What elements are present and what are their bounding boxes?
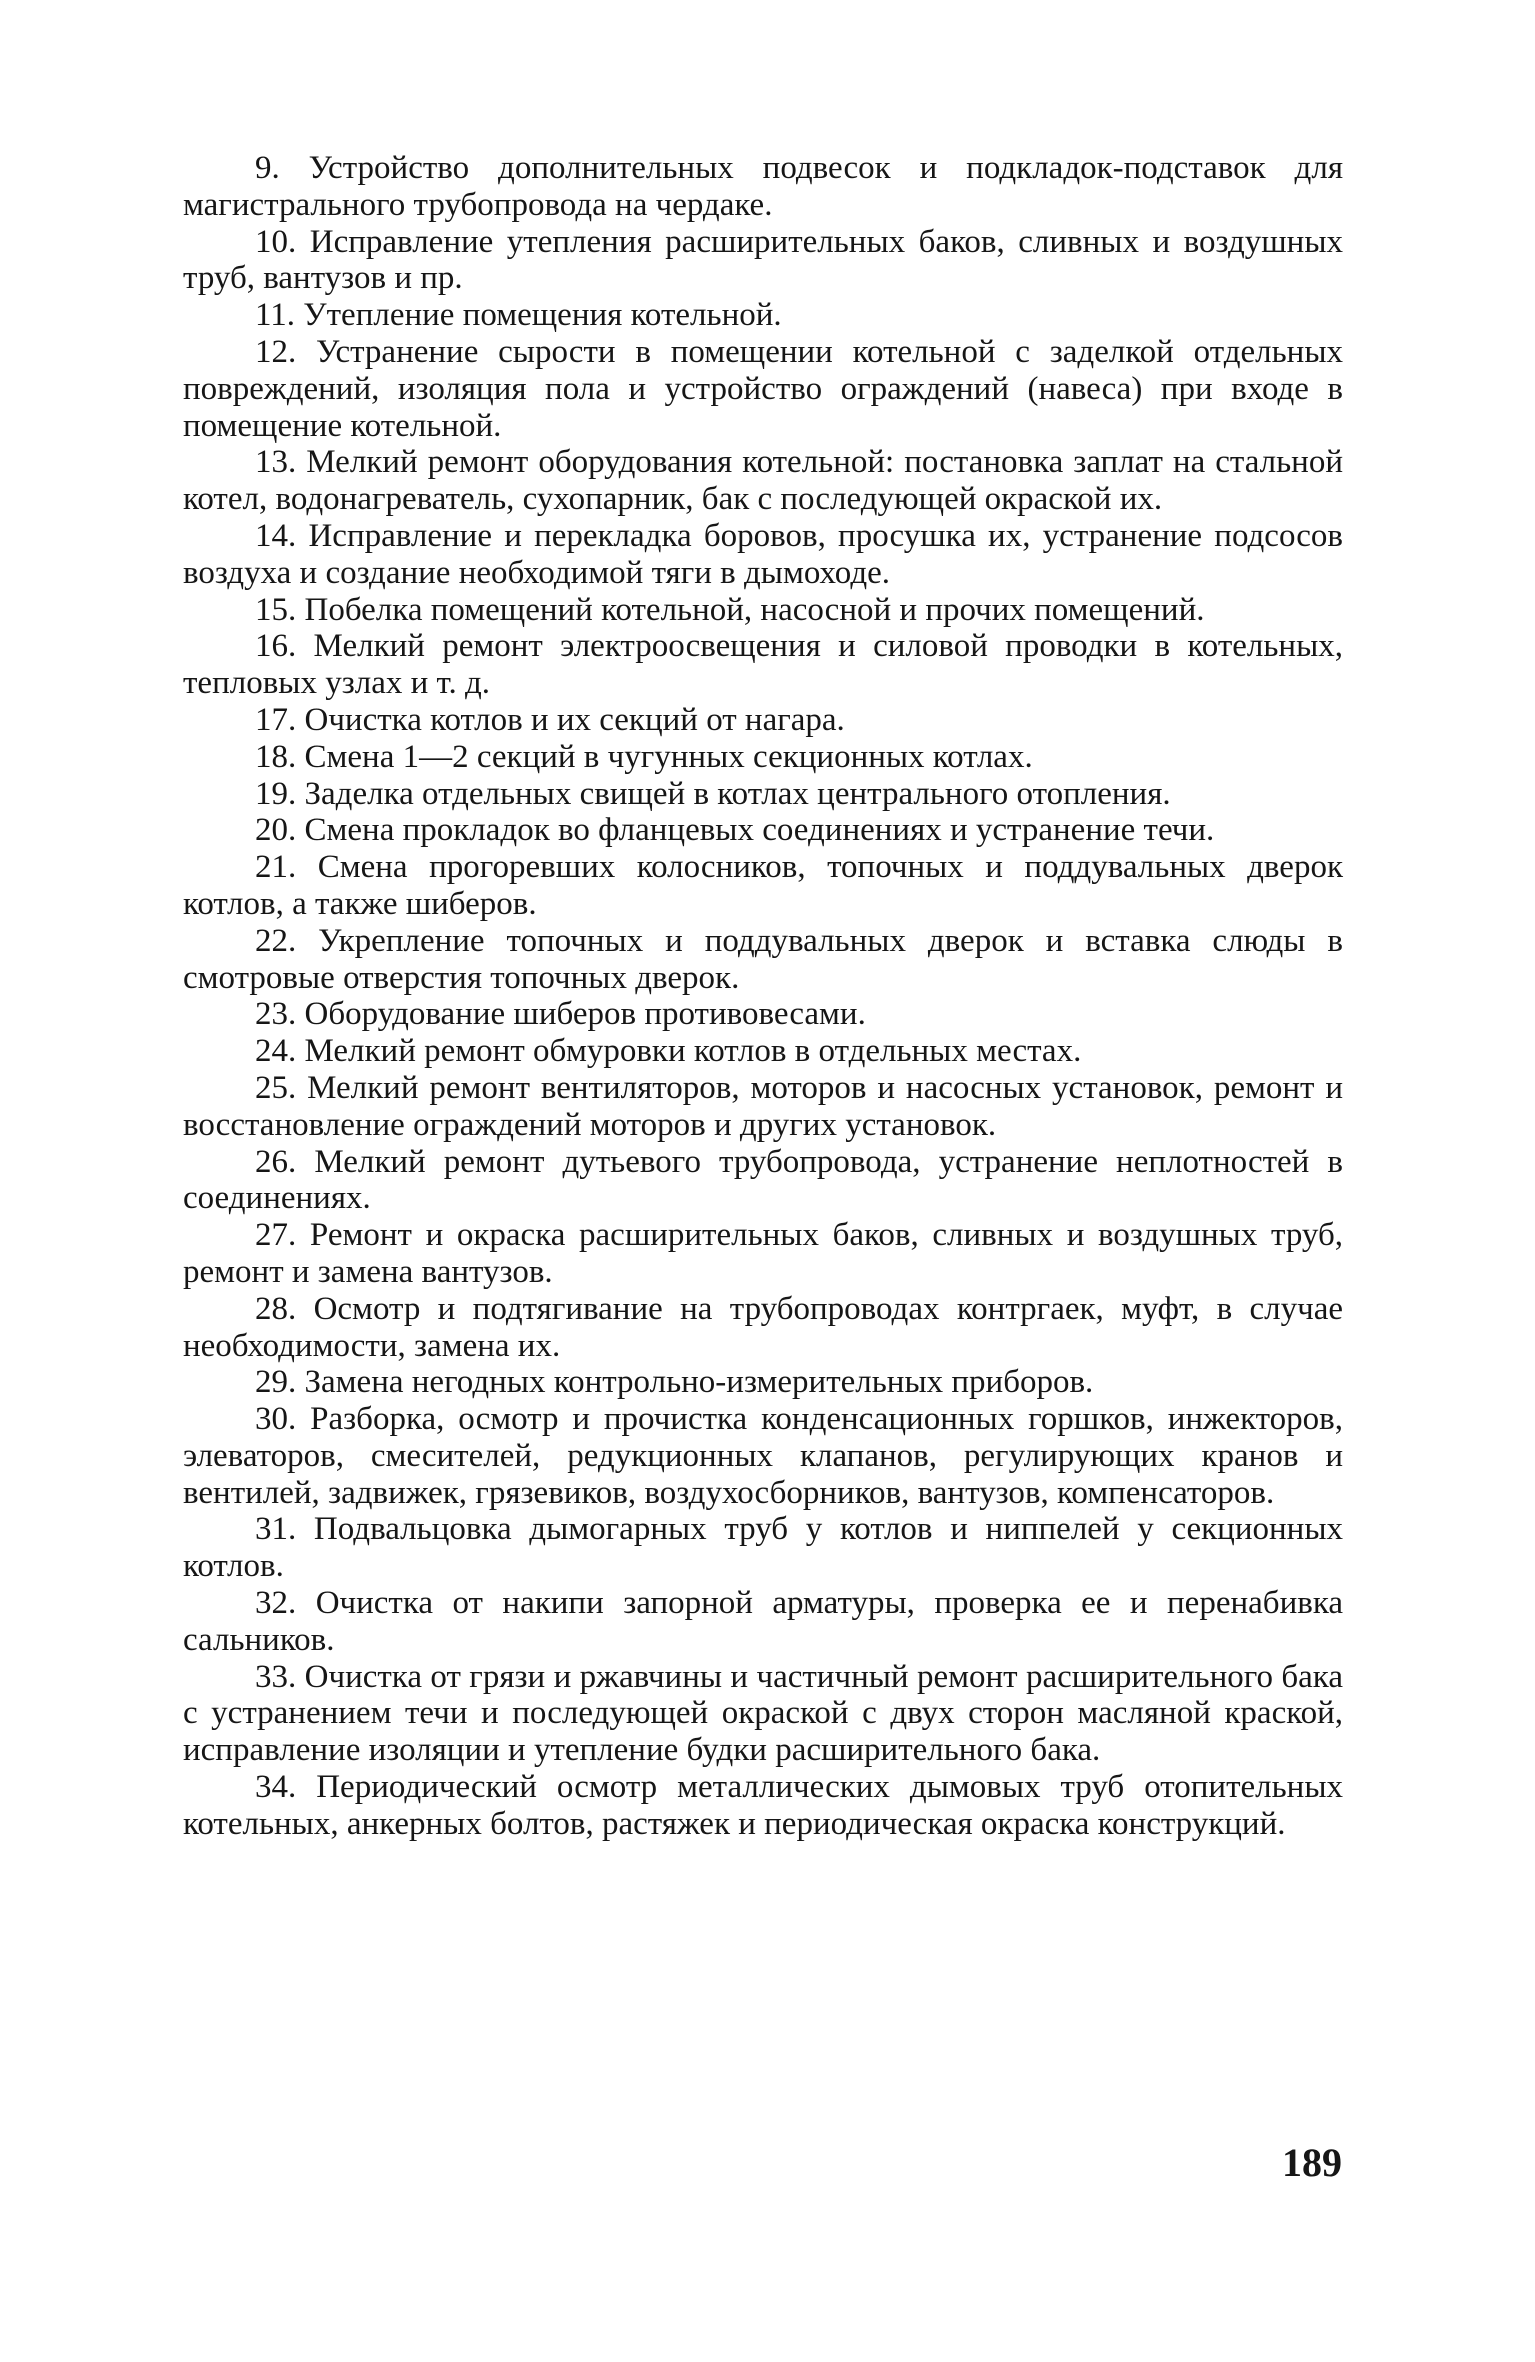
list-item: 31. Подвальцовка дымогарных труб у котлов и ниппелей у секционных котлов. bbox=[183, 1511, 1343, 1585]
list-item: 33. Очистка от грязи и ржавчины и частичный ремонт расширительного бака с устранением течи и последующей окраской с двух сторон масляной краской, исправление изоляции и утепление будки расширительного бака. bbox=[183, 1658, 1343, 1769]
list-item: 20. Смена прокладок во фланцевых соединениях и устранение течи. bbox=[255, 812, 1215, 849]
list-item: 22. Укрепление топочных и поддувальных дверок и вставка слюды в смотровые отверстия топочных дверок. bbox=[183, 922, 1343, 996]
list-item: 21. Смена прогоревших колосников, топочных и поддувальных дверок котлов, а также шиберов. bbox=[183, 849, 1343, 922]
list-item: 26. Мелкий ремонт дутьевого трубопровода, устранение неплотностей в соединениях. bbox=[183, 1143, 1343, 1217]
list-item: 11. Утепление помещения котельной. bbox=[255, 297, 782, 334]
list-item: 16. Мелкий ремонт электроосвещения и силовой проводки в котельных, тепловых узлах и т. д. bbox=[183, 628, 1343, 702]
list-item: 25. Мелкий ремонт вентиляторов, моторов и насосных установок, ремонт и восстановление ограждений моторов и других установок. bbox=[183, 1069, 1343, 1143]
list-item: 12. Устранение сырости в помещении котельной с заделкой отдельных повреждений, изоляция пола и устройство ограждений (навеса) при входе в помещение котельной. bbox=[183, 333, 1343, 444]
list-item: 27. Ремонт и окраска расширительных баков, сливных и воздушных труб, ремонт и замена вантузов. bbox=[183, 1217, 1343, 1290]
list-item: 23. Оборудование шиберов противовесами. bbox=[255, 996, 866, 1033]
list-item: 30. Разборка, осмотр и прочистка конденсационных горшков, инжекторов, элеваторов, смесителей, редукционных клапанов, регулирующих кранов и вентилей, задвижек, грязевиков, воздухосборников, вантузов, компенсаторов. bbox=[183, 1401, 1343, 1511]
page-number: 189 bbox=[1282, 2140, 1342, 2185]
list-item: 17. Очистка котлов и их секций от нагара. bbox=[255, 701, 845, 738]
list-item: 24. Мелкий ремонт обмуровки котлов в отдельных местах. bbox=[255, 1033, 1082, 1070]
list-item: 18. Смена 1—2 секций в чугунных секционных котлах. bbox=[255, 738, 1033, 775]
list-item: 10. Исправление утепления расширительных баков, сливных и воздушных труб, вантузов и пр. bbox=[183, 223, 1343, 297]
list-item: 34. Периодический осмотр металлических дымовых труб отопительных котельных, анкерных болтов, растяжек и периодическая окраска конструкций. bbox=[183, 1769, 1343, 1842]
list-item: 28. Осмотр и подтягивание на трубопроводах контргаек, муфт, в случае необходимости, замена их. bbox=[183, 1290, 1343, 1364]
list-item: 14. Исправление и перекладка боровов, просушка их, устранение подсосов воздуха и создание необходимой тяги в дымоходе. bbox=[183, 517, 1343, 591]
list-item: 29. Замена негодных контрольно-измерительных приборов. bbox=[255, 1364, 1094, 1401]
list-item: 19. Заделка отдельных свищей в котлах центрального отопления. bbox=[255, 775, 1171, 812]
list-item: 13. Мелкий ремонт оборудования котельной: постановка заплат на стальной котел, водонагреватель, сухопарник, бак с последующей окраской их. bbox=[183, 444, 1343, 518]
list-item: 15. Побелка помещений котельной, насосной и прочих помещений. bbox=[255, 591, 1205, 628]
list-item: 32. Очистка от накипи запорной арматуры, проверка ее и перенабивка сальников. bbox=[183, 1585, 1343, 1658]
list-item: 9. Устройство дополнительных подвесок и подкладок-подставок для магистрального трубопровода на чердаке. bbox=[183, 150, 1343, 223]
page-body bbox=[183, 150, 1343, 1843]
